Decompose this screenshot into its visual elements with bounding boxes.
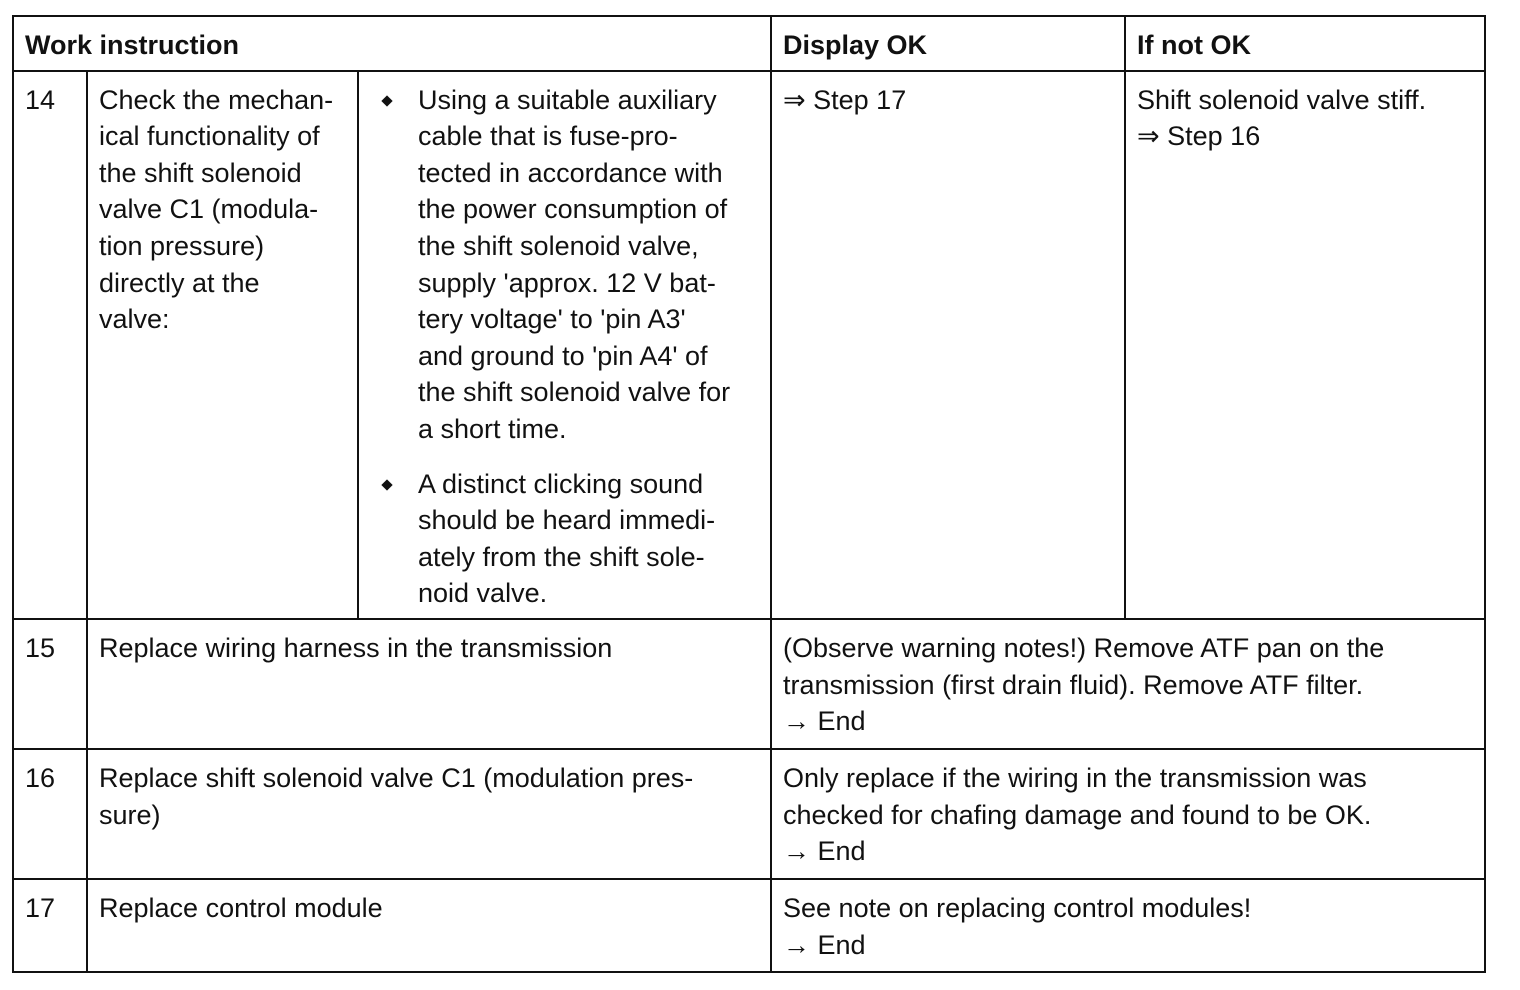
instruction-text xyxy=(87,71,358,619)
if-not-ok-line: Shift solenoid valve stiff. xyxy=(1137,84,1427,115)
instruction-text xyxy=(87,619,771,749)
instruction-line: Replace control module xyxy=(99,892,383,923)
if-not-ok-line: ⇒ Step 16 xyxy=(1137,121,1261,152)
note-cell xyxy=(771,619,1485,749)
bullet-line: Using a suitable auxiliary xyxy=(418,84,717,115)
header-work-instruction: Work instruction xyxy=(13,16,771,71)
bullet-item xyxy=(373,82,760,448)
note-line: checked for chafing damage and found to be OK. xyxy=(783,799,1372,830)
instruction-line: valve C1 (modula- xyxy=(99,194,319,225)
step-number: 14 xyxy=(13,71,87,619)
bullet-line: tery voltage' to 'pin A3' xyxy=(418,304,686,335)
instruction-line: sure) xyxy=(99,799,161,830)
instruction-line: Replace shift solenoid valve C1 (modulation pres- xyxy=(99,762,694,793)
instruction-line: ical functionality of xyxy=(99,121,320,152)
bullet-line: the power consumption of xyxy=(418,194,728,225)
header-row xyxy=(13,16,1485,71)
instruction-line: Check the mechan- xyxy=(99,84,334,115)
procedure-details xyxy=(358,71,771,619)
note-cell xyxy=(771,749,1485,879)
step-number: 15 xyxy=(13,619,87,749)
bullet-line: should be heard immedi- xyxy=(418,505,716,536)
bullet-line: tected in accordance with xyxy=(418,157,723,188)
bullet-line: the shift solenoid valve, xyxy=(418,230,699,261)
bullet-list xyxy=(373,82,760,612)
instruction-line: valve: xyxy=(99,304,170,335)
note-line: See note on replacing control modules! xyxy=(783,892,1252,923)
note-line: Only replace if the wiring in the transmission was xyxy=(783,762,1367,793)
display-ok-text: ⇒ Step 17 xyxy=(783,84,907,115)
bullet-line: supply 'approx. 12 V bat- xyxy=(418,267,716,298)
table-row-step-17 xyxy=(13,879,1485,972)
diamond-bullet-icon xyxy=(381,95,392,106)
note-line: → End xyxy=(783,706,866,737)
if-not-ok-cell xyxy=(1125,71,1485,619)
instruction-text xyxy=(87,879,771,972)
header-if-not-ok: If not OK xyxy=(1125,16,1485,71)
instruction-line: the shift solenoid xyxy=(99,157,302,188)
table-row-step-15 xyxy=(13,619,1485,749)
bullet-line: the shift solenoid valve for xyxy=(418,377,731,408)
table-row-step-14 xyxy=(13,71,1485,619)
instruction-line: directly at the xyxy=(99,267,260,298)
note-line: → End xyxy=(783,929,866,960)
bullet-line: A distinct clicking sound xyxy=(418,468,704,499)
instruction-line: Replace wiring harness in the transmission xyxy=(99,632,613,663)
work-instruction-table xyxy=(12,15,1486,973)
bullet-item xyxy=(373,466,760,612)
instruction-text xyxy=(87,749,771,879)
diamond-bullet-icon xyxy=(381,479,392,490)
bullet-line: noid valve. xyxy=(418,578,548,609)
instruction-line: tion pressure) xyxy=(99,230,265,261)
step-number: 17 xyxy=(13,879,87,972)
header-display-ok: Display OK xyxy=(771,16,1125,71)
note-line: → End xyxy=(783,836,866,867)
note-line: (Observe warning notes!) Remove ATF pan on the xyxy=(783,632,1385,663)
display-ok-cell xyxy=(771,71,1125,619)
note-line: transmission (first drain fluid). Remove ATF filter. xyxy=(783,669,1364,700)
table-row-step-16 xyxy=(13,749,1485,879)
bullet-line: a short time. xyxy=(418,413,567,444)
bullet-line: cable that is fuse-pro- xyxy=(418,121,678,152)
bullet-line: and ground to 'pin A4' of xyxy=(418,340,708,371)
bullet-line: ately from the shift sole- xyxy=(418,541,705,572)
step-number: 16 xyxy=(13,749,87,879)
note-cell xyxy=(771,879,1485,972)
